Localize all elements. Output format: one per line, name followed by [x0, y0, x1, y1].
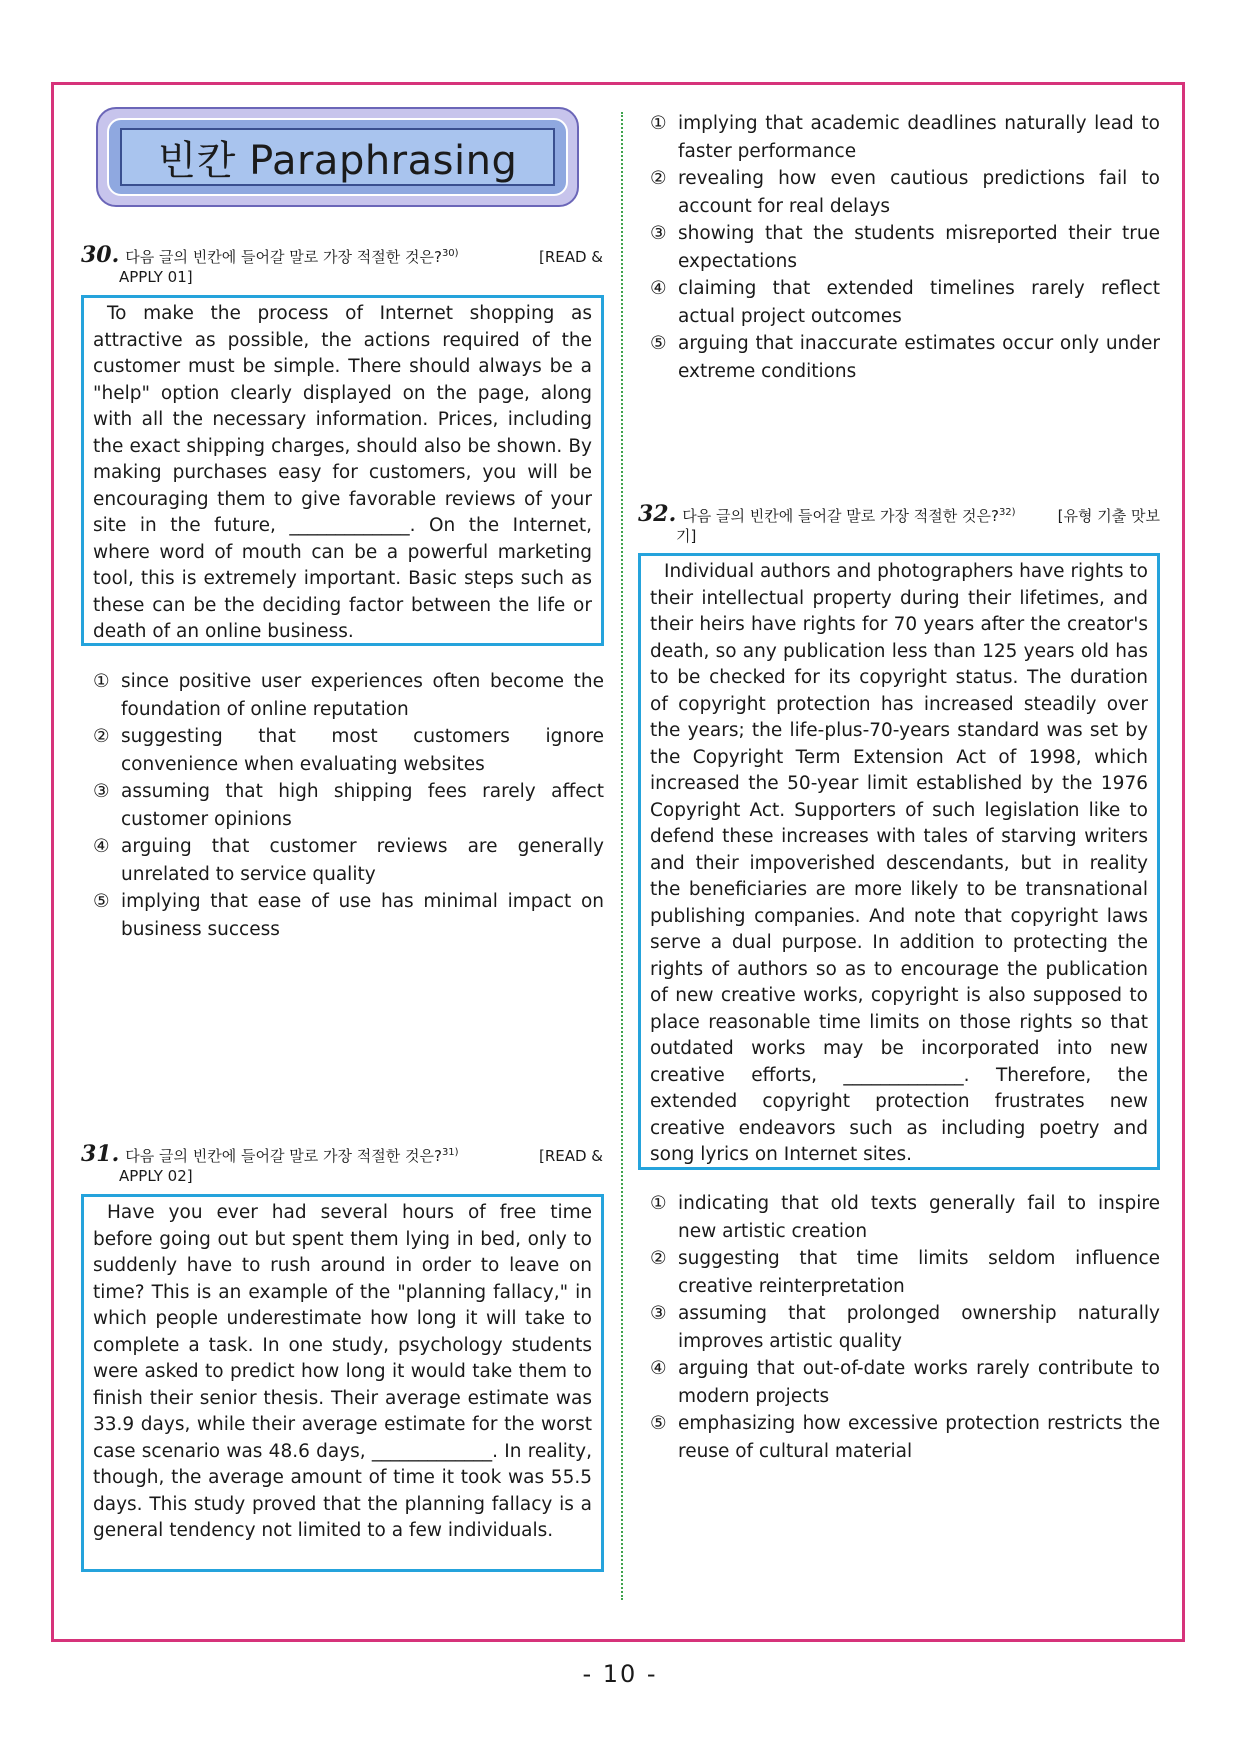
- question-source: [READ &: [538, 248, 603, 266]
- option-mark: ②: [650, 1248, 667, 1269]
- passage-text: Individual authors and photographers have rights to their intellectual property during their lifetimes, and their heirs have rights for 70 years after the creator's death, so any publication less than 125 years old has to be checked for its copyright status. The duration of copyright protection has increased steadily over the years; the life-plus-70-years standard was set by the Copyright Term Extension Act of 1998, which increased the 50-year limit established by the 1976 Copyright Act. Supporters of such legislation like to defend these increases with tales of starving writers and their impoverished descendants, but in reality the beneficiaries are more likely to be transnational publishing companies. And note that copyright laws serve a dual purpose. In addition to protecting the rights of authors so as to encourage the publication of new creative works, copyright is also supposed to place reasonable time limits on those rights so that outdated works may be incorporated into new creative efforts, _____________. Therefore, the extended copyright protection frustrates new creative endeavors such as including poetry and song lyrics on Internet sites.: [650, 561, 1148, 1165]
- question-31-passage-box: [81, 1194, 604, 1572]
- option-text: assuming that prolonged ownership naturally improves artistic quality: [678, 1303, 1160, 1352]
- question-prompt: 다음 글의 빈칸에 들어갈 말로 가장 적절한 것은?: [125, 1147, 442, 1165]
- passage-text: Have you ever had several hours of free time before going out but spent them lying in bed, only to suddenly have to rush around in order to leave on time? This is an example of the "planning fallacy," in which people underestimate how long it will take to complete a task. In one study, psychology students were asked to predict how long it would take them to finish their senior thesis. Their average estimate was 33.9 days, while their average estimate for the worst case scenario was 48.6 days, _____________. In reality, though, the average amount of time it took was 55.5 days. This study proved that the planning fallacy is a general tendency not limited to a few individuals.: [93, 1202, 592, 1541]
- option-text: revealing how even cautious predictions fail to account for real delays: [678, 168, 1160, 217]
- question-31-header: [81, 1143, 603, 1186]
- option-mark: ①: [650, 113, 667, 134]
- page-number: - 10 -: [582, 1660, 658, 1688]
- option-mark: ③: [650, 223, 667, 244]
- option-mark: ②: [93, 726, 110, 747]
- footnote-ref: 32): [998, 507, 1016, 518]
- option-text: arguing that inaccurate estimates occur only under extreme conditions: [678, 333, 1160, 382]
- option-mark: ③: [650, 1303, 667, 1324]
- option-4[interactable]: [93, 833, 604, 888]
- option-5[interactable]: [93, 888, 604, 943]
- option-3[interactable]: [650, 220, 1160, 275]
- option-text: arguing that out-of-date works rarely contribute to modern projects: [678, 1358, 1160, 1407]
- option-3[interactable]: [650, 1300, 1160, 1355]
- question-30-header: [81, 244, 603, 287]
- option-mark: ④: [650, 278, 667, 299]
- option-text: implying that academic deadlines naturally lead to faster performance: [678, 113, 1160, 162]
- option-text: showing that the students misreported their true expectations: [678, 223, 1160, 272]
- option-2[interactable]: [650, 1245, 1160, 1300]
- option-mark: ①: [93, 671, 110, 692]
- option-text: indicating that old texts generally fail to inspire new artistic creation: [678, 1193, 1160, 1242]
- option-mark: ④: [93, 836, 110, 857]
- question-30-passage-box: [81, 295, 604, 646]
- option-1[interactable]: [650, 1190, 1160, 1245]
- option-mark: ⑤: [93, 891, 110, 912]
- question-prompt: 다음 글의 빈칸에 들어갈 말로 가장 적절한 것은?: [682, 507, 999, 525]
- footnote-ref: 31): [441, 1147, 459, 1158]
- option-text: suggesting that time limits seldom influence creative reinterpretation: [678, 1248, 1160, 1297]
- question-30-options: [93, 668, 604, 943]
- column-divider: [621, 112, 623, 1600]
- option-4[interactable]: [650, 1355, 1160, 1410]
- question-source-cont: APPLY 02]: [119, 1167, 193, 1185]
- option-3[interactable]: [93, 778, 604, 833]
- question-32-options: [650, 1190, 1160, 1465]
- question-number: 30.: [81, 242, 120, 268]
- option-2[interactable]: [650, 165, 1160, 220]
- option-mark: ①: [650, 1193, 667, 1214]
- option-2[interactable]: [93, 723, 604, 778]
- section-title-banner: [96, 107, 579, 207]
- option-text: assuming that high shipping fees rarely affect customer opinions: [121, 781, 604, 830]
- question-number: 31.: [81, 1141, 120, 1167]
- option-4[interactable]: [650, 275, 1160, 330]
- question-source-cont: APPLY 01]: [119, 268, 193, 286]
- option-5[interactable]: [650, 1410, 1160, 1465]
- question-source-cont: 기]: [676, 527, 697, 545]
- option-text: implying that ease of use has minimal impact on business success: [121, 891, 604, 940]
- section-title: 빈칸 Paraphrasing: [157, 137, 518, 184]
- question-prompt: 다음 글의 빈칸에 들어갈 말로 가장 적절한 것은?: [125, 248, 442, 266]
- question-32-passage-box: [638, 553, 1160, 1170]
- option-1[interactable]: [93, 668, 604, 723]
- option-mark: ②: [650, 168, 667, 189]
- footnote-ref: 30): [441, 248, 459, 259]
- question-32-header: [638, 503, 1160, 546]
- passage-text: To make the process of Internet shopping as attractive as possible, the actions required of the customer must be simple. There should always be a "help" option clearly displayed on the page, along with all the necessary information. Prices, including the exact shipping charges, should also be shown. By making purchases easy for customers, you will be encouraging them to give favorable reviews of your site in the future, _____________. On the Internet, where word of mouth can be a powerful marketing tool, this is extremely important. Basic steps such as these can be the deciding factor between the life or death of an online business.: [93, 303, 592, 642]
- option-mark: ③: [93, 781, 110, 802]
- banner-core: [120, 128, 555, 186]
- option-mark: ⑤: [650, 1413, 667, 1434]
- option-text: arguing that customer reviews are generally unrelated to service quality: [121, 836, 604, 885]
- option-text: claiming that extended timelines rarely reflect actual project outcomes: [678, 278, 1160, 327]
- question-31-options: [650, 110, 1160, 385]
- option-text: since positive user experiences often become the foundation of online reputation: [121, 671, 604, 720]
- option-5[interactable]: [650, 330, 1160, 385]
- question-source: [READ &: [538, 1147, 603, 1165]
- option-text: emphasizing how excessive protection restricts the reuse of cultural material: [678, 1413, 1160, 1462]
- option-text: suggesting that most customers ignore convenience when evaluating websites: [121, 726, 604, 775]
- question-source: [유형 기출 맛보: [1057, 507, 1160, 525]
- option-1[interactable]: [650, 110, 1160, 165]
- option-mark: ⑤: [650, 333, 667, 354]
- question-number: 32.: [638, 501, 677, 527]
- option-mark: ④: [650, 1358, 667, 1379]
